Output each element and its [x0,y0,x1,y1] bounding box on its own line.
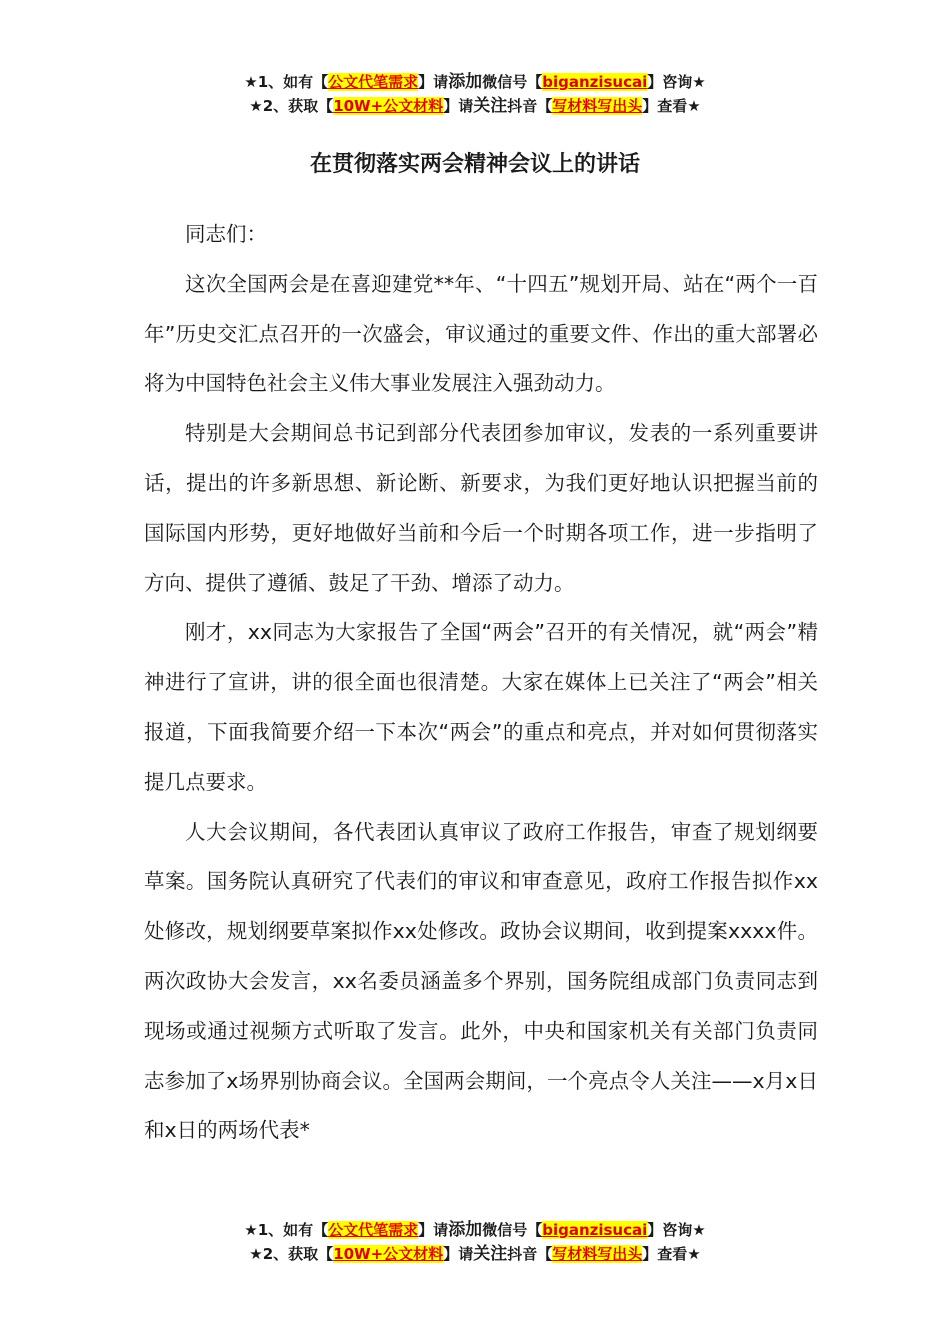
paragraph: 这次全国两会是在喜迎建党**年、“十四五”规划开局、站在“两个一百年”历史交汇点召开的一次盛会，审议通过的重要文件、作出的重大部署必将为中国特色社会主义伟大事业发展注入强劲动力。 [144,271,818,396]
banner-text: ★2、获取【 [249,97,334,115]
paragraph: 特别是大会期间总书记到部分代表团参加审议，发表的一系列重要讲话，提出的许多新思想、新论断、新要求，为我们更好地认识把握当前的国际国内形势，更好地做好当前和今后一个时期各项工作，进一步指明了方向、提供了遵循、鼓足了干劲、增添了动力。 [144,421,818,595]
document-body [144,210,818,1156]
banner-line-2 [0,94,950,118]
banner-text: 关注 [473,1244,508,1264]
paragraph: 刚才，xx同志为大家报告了全国“两会”召开的有关情况，就“两会”精神进行了宣讲，讲的很全面也很清楚。大家在媒体上已关注了“两会”相关报道，下面我简要介绍一下本次“两会”的重点和亮点，并对如何贯彻落实提几点要求。 [144,620,818,794]
banner-highlight: 10W+公文材料 [333,97,444,115]
banner-text: ★1、如有【 [244,73,329,91]
banner-text: 】请 [418,73,449,91]
banner-highlight: 公文代笔需求 [328,1221,419,1239]
banner-text: 】查看★ [642,97,701,115]
banner-text: 添加 [448,1220,483,1240]
footer-banner [0,1218,950,1266]
banner-text: 】请 [418,1221,449,1239]
banner-text: 关注 [473,96,508,116]
banner-text: 抖音【 [507,1245,553,1263]
paragraph: 人大会议期间，各代表团认真审议了政府工作报告，审查了规划纲要草案。国务院认真研究了代表们的审议和审查意见，政府工作报告拟作xx处修改，规划纲要草案拟作xx处修改。政协会议期间，收到提案xxxx件。两次政协大会发言，xx名委员涵盖多个界别，国务院组成部门负责同志到现场或通过视频方式听取了发言。此外，中央和国家机关有关部门负责同志参加了x场界别协商会议。全国两会期间，一个亮点令人关注——x月x日和x日的两场代表* [144,819,818,1143]
header-banner [0,70,950,118]
banner-highlight: 10W+公文材料 [333,1245,444,1263]
banner-highlight: biganzisucai [542,73,648,91]
banner-highlight: 公文代笔需求 [328,73,419,91]
banner-text: 微信号【 [482,73,543,91]
banner-line-1 [0,70,950,94]
banner-text: 微信号【 [482,1221,543,1239]
banner-text: 抖音【 [507,97,553,115]
banner-text: 】咨询★ [647,73,706,91]
banner-line-1 [0,1218,950,1242]
banner-highlight: 写材料写出头 [552,1245,643,1263]
banner-text: 】请 [443,97,474,115]
banner-text: 】咨询★ [647,1221,706,1239]
banner-line-2 [0,1242,950,1266]
banner-highlight: 写材料写出头 [552,97,643,115]
banner-highlight: biganzisucai [542,1221,648,1239]
banner-text: 】查看★ [642,1245,701,1263]
banner-text: 添加 [448,72,483,92]
document-title: 在贯彻落实两会精神会议上的讲话 [309,152,640,177]
banner-text: 】请 [443,1245,474,1263]
banner-text: ★2、获取【 [249,1245,334,1263]
paragraph: 同志们： [185,222,267,246]
banner-text: ★1、如有【 [244,1221,329,1239]
